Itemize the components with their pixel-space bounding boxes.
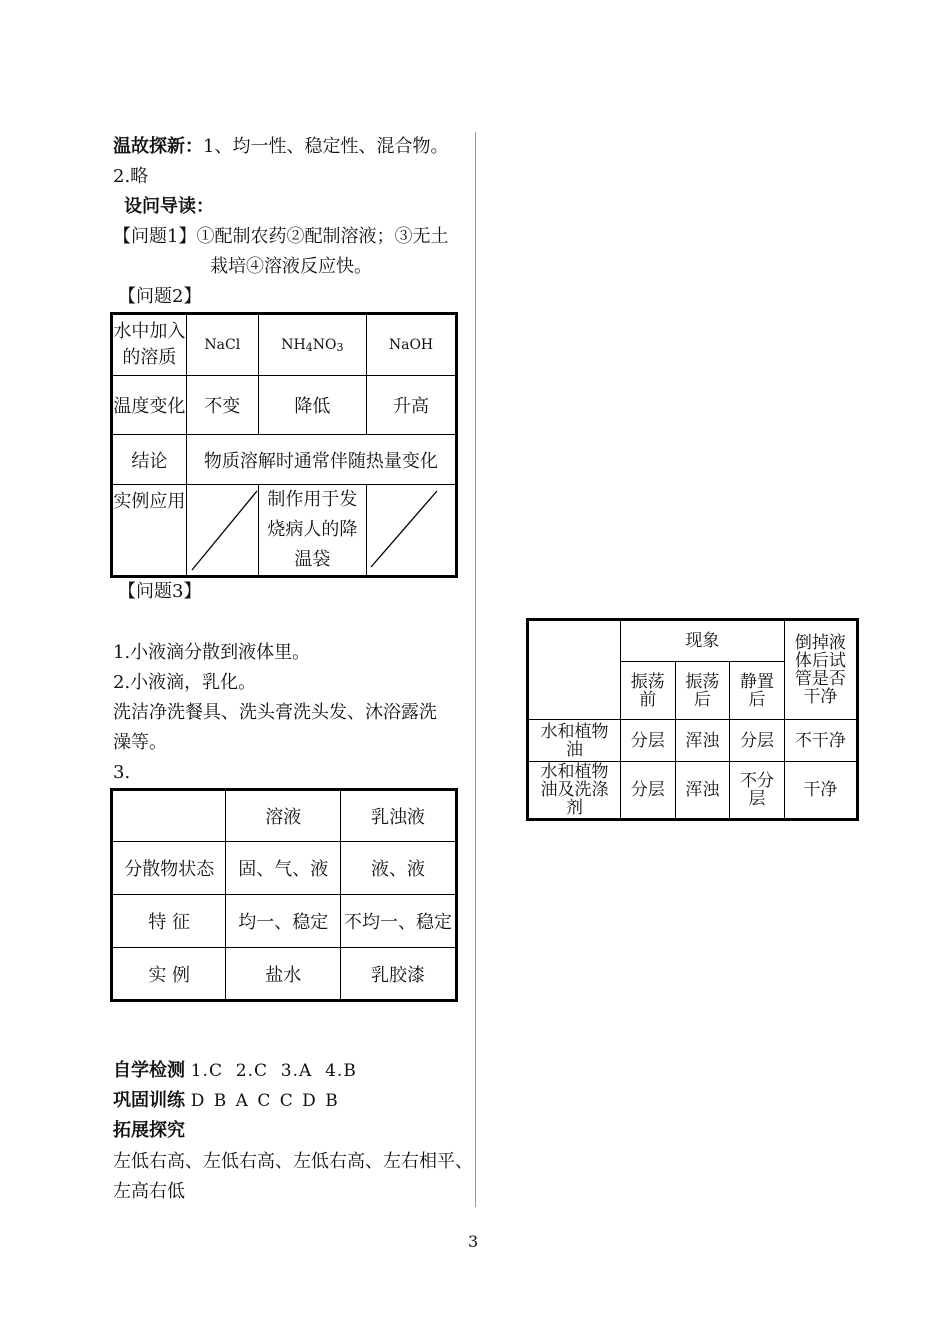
cell: 特 征 <box>112 895 226 948</box>
cell: 分层 <box>620 762 675 820</box>
cell: 乳浊液 <box>341 790 457 842</box>
cell: 分层 <box>730 720 785 762</box>
cell: 水中加入的溶质 <box>112 314 187 376</box>
ext-text-1: 左低右高、左低右高、左低右高、左右相平、 <box>113 1151 473 1172</box>
table-row <box>112 435 457 485</box>
cell: 倒掉液体后试管是否干净 <box>784 620 857 720</box>
cell: 实例应用 <box>112 485 187 577</box>
cell: 实 例 <box>112 948 226 1001</box>
slash-cell <box>186 485 258 577</box>
cell: 分散物状态 <box>112 842 226 895</box>
table-row <box>112 314 457 376</box>
q3-3b: 澡等。 <box>113 732 167 753</box>
cell: 不均一、稳定 <box>341 895 457 948</box>
cell: 乳胶漆 <box>341 948 457 1001</box>
table-row <box>112 842 457 895</box>
cell: 浑浊 <box>675 762 730 820</box>
cell: NaCl <box>186 314 258 376</box>
cell: 升高 <box>366 376 456 435</box>
table-row <box>112 790 457 842</box>
cell: 盐水 <box>226 948 341 1001</box>
cell: 振荡后 <box>675 662 730 720</box>
review-line <box>113 134 448 160</box>
cell: 结论 <box>112 435 187 485</box>
review-2: 2.略 <box>113 166 149 187</box>
column-divider <box>475 132 476 1207</box>
cell: 静置后 <box>730 662 785 720</box>
cell: 干净 <box>784 762 857 820</box>
cell: 物质溶解时通常伴随热量变化 <box>186 435 456 485</box>
cell: 均一、稳定 <box>226 895 341 948</box>
table-row <box>528 762 858 820</box>
ext-label: 拓展探究 <box>113 1120 185 1141</box>
cell: 溶液 <box>226 790 341 842</box>
q3-1: 1.小液滴分散到液体里。 <box>113 642 311 663</box>
q1-cont: 栽培④溶液反应快。 <box>210 256 372 277</box>
cell: 不干净 <box>784 720 857 762</box>
cell: 不变 <box>186 376 258 435</box>
cell: NaOH <box>366 314 456 376</box>
table-row <box>112 376 457 435</box>
q3-4: 3. <box>113 762 131 783</box>
cell: 液、液 <box>341 842 457 895</box>
self-text: 1.C 2.C 3.A 4.B <box>190 1061 357 1081</box>
cell: 振荡前 <box>620 662 675 720</box>
ext-text-2: 左高右低 <box>113 1181 185 1202</box>
cell: 温度变化 <box>112 376 187 435</box>
q2-label: 【问题2】 <box>118 286 202 307</box>
q3-label: 【问题3】 <box>118 581 202 602</box>
sub-4: 4 <box>305 340 313 354</box>
cell: 现象 <box>620 620 784 662</box>
slash-mark <box>367 485 455 575</box>
table-row <box>528 720 858 762</box>
table-row <box>112 485 457 577</box>
cell: 固、气、液 <box>226 842 341 895</box>
cell: 浑浊 <box>675 720 730 762</box>
cell: 水和植物油 <box>528 720 621 762</box>
sub-3: 3 <box>336 340 344 354</box>
nh: NH <box>281 336 306 353</box>
consol-line <box>113 1088 340 1114</box>
q3-3a: 洗洁净洗餐具、洗头膏洗头发、沐浴露洗 <box>113 702 437 723</box>
guide-title: 设问导读： <box>124 196 214 217</box>
no: NO <box>312 336 337 353</box>
q3-2: 2.小液滴，乳化。 <box>113 672 257 693</box>
cell: 水和植物油及洗涤剂 <box>528 762 621 820</box>
self-check-line <box>113 1058 357 1084</box>
cell <box>258 314 366 376</box>
cell <box>112 790 226 842</box>
review-label: 温故探新： <box>113 136 203 157</box>
slash-mark <box>187 485 258 575</box>
consol-label: 巩固训练 <box>113 1090 185 1111</box>
slash-cell <box>366 485 456 577</box>
cell: 不分层 <box>730 762 785 820</box>
table-row <box>112 895 457 948</box>
page-number: 3 <box>468 1232 479 1251</box>
table-row <box>528 620 858 662</box>
review-text: 1、均一性、稳定性、混合物。 <box>203 136 449 157</box>
consol-text: D B A C C D B <box>190 1091 340 1111</box>
dissolution-heat-table <box>110 312 458 578</box>
self-label: 自学检测 <box>113 1060 185 1081</box>
cell: 分层 <box>620 720 675 762</box>
cell: 降低 <box>258 376 366 435</box>
q1-text: 【问题1】①配制农药②配制溶液；③无土 <box>113 226 449 247</box>
solution-emulsion-table <box>110 788 458 1002</box>
cell: 制作用于发烧病人的降温袋 <box>258 485 366 577</box>
emulsion-experiment-table <box>526 618 859 821</box>
cell <box>528 620 621 720</box>
table-row <box>112 948 457 1001</box>
